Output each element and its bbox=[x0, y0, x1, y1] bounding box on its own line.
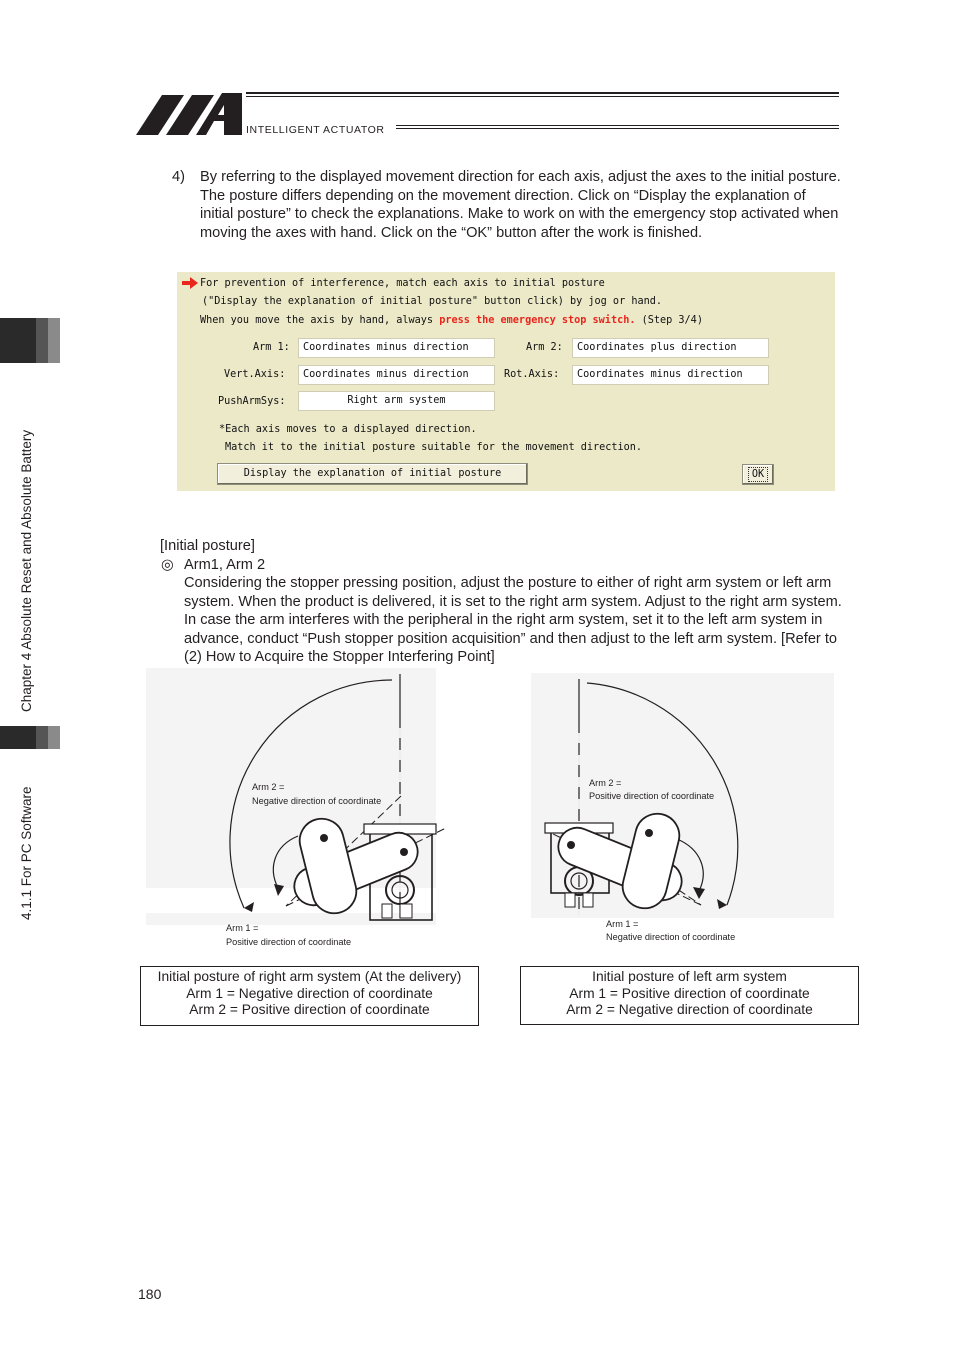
right-arm2-label-1: Arm 2 = bbox=[589, 778, 622, 788]
page-number: 180 bbox=[138, 1286, 162, 1302]
left-arm2-label-2: Negative direction of coordinate bbox=[252, 796, 382, 806]
chapter-label: Chapter 4 Absolute Reset and Absolute Battery bbox=[19, 429, 34, 712]
dialog-instruction-3-prefix: When you move the axis by hand, always bbox=[200, 315, 440, 326]
dialog-instruction-3 bbox=[200, 315, 703, 326]
header-rule-top bbox=[246, 92, 839, 94]
rot-axis-direction-field: Coordinates minus direction bbox=[572, 365, 769, 385]
left-arm-system-caption bbox=[520, 966, 859, 1025]
left-arm1-label-2: Positive direction of coordinate bbox=[226, 937, 352, 947]
dialog-note-1: *Each axis moves to a displayed direction. bbox=[219, 424, 477, 435]
section-tab-marker bbox=[0, 726, 60, 749]
step-number: 4) bbox=[172, 169, 185, 185]
arm2-label: Arm 2: bbox=[526, 342, 563, 353]
emergency-stop-warning: press the emergency stop switch. bbox=[439, 315, 636, 326]
ok-button-label: OK bbox=[748, 467, 768, 482]
bullet-title: Arm1, Arm 2 bbox=[184, 557, 266, 573]
right-caption-line-3: Arm 2 = Negative direction of coordinate bbox=[566, 1002, 813, 1017]
dialog-step-indicator: (Step 3/4) bbox=[635, 315, 703, 326]
push-arm-sys-field: Right arm system bbox=[298, 391, 495, 411]
right-caption-line-1: Initial posture of left arm system bbox=[592, 969, 787, 984]
right-arm2-label-2: Positive direction of coordinate bbox=[589, 791, 715, 801]
rot-axis-label: Rot.Axis: bbox=[504, 369, 560, 380]
right-arm1-label-1: Arm 1 = bbox=[606, 919, 639, 929]
arrow-right-icon bbox=[182, 277, 198, 289]
right-arm-system-caption bbox=[140, 966, 479, 1026]
initial-posture-text: Considering the stopper pressing position, adjust the posture to either of right arm system or left arm system. When the product is delivered, it is set to the right arm system. Adjust to the right arm system. In case the arm interferes with the peripheral in the right arm system, set it to the left arm system in advance, conduct “Push stopper position acquisition” and then adjust to the left arm system. [Refer to (2) How to Acquire the Stopper Interfering Point] bbox=[184, 575, 842, 665]
ok-button[interactable] bbox=[742, 464, 774, 485]
header-rule-bottom-2 bbox=[396, 128, 839, 129]
bullet-icon: ◎ bbox=[161, 557, 174, 573]
dialog-instruction-2: ("Display the explanation of initial posture" button click) by jog or hand. bbox=[202, 296, 663, 307]
header-rule-top-thin bbox=[246, 96, 839, 97]
section-label: 4.1.1 For PC Software bbox=[19, 786, 34, 920]
dialog-note-2: Match it to the initial posture suitable for the movement direction. bbox=[225, 442, 643, 453]
left-arm1-label-1: Arm 1 = bbox=[226, 923, 259, 933]
step-text: By referring to the displayed movement direction for each axis, adjust the axes to the initial posture. The posture differs depending on the movement direction. Click on “Display the explanation of initial posture” to check the explanations. Make to work on with the emergency stop activated when moving the axes with hand. Click on the “OK” button after the work is finished. bbox=[200, 169, 841, 241]
right-arm1-label-2: Negative direction of coordinate bbox=[606, 932, 736, 942]
initial-posture-dialog bbox=[177, 272, 835, 491]
display-explanation-button[interactable]: Display the explanation of initial posture bbox=[217, 463, 528, 485]
left-caption-line-3: Arm 2 = Positive direction of coordinate bbox=[189, 1002, 430, 1017]
header-rule-bottom bbox=[396, 125, 839, 126]
arm1-direction-field: Coordinates minus direction bbox=[298, 338, 495, 358]
left-caption-line-2: Arm 1 = Negative direction of coordinate bbox=[186, 985, 433, 1001]
vert-axis-label: Vert.Axis: bbox=[224, 369, 286, 380]
logo-text: INTELLIGENT ACTUATOR bbox=[246, 124, 385, 136]
initial-posture-heading: [Initial posture] bbox=[160, 538, 255, 554]
chapter-tab-marker bbox=[0, 318, 60, 363]
push-arm-sys-label: PushArmSys: bbox=[218, 396, 286, 407]
right-caption-line-2: Arm 1 = Positive direction of coordinate bbox=[569, 985, 810, 1001]
left-caption-line-1: Initial posture of right arm system (At the delivery) bbox=[157, 969, 462, 984]
iai-logo bbox=[136, 91, 246, 137]
arm2-direction-field: Coordinates plus direction bbox=[572, 338, 769, 358]
vert-axis-direction-field: Coordinates minus direction bbox=[298, 365, 495, 385]
left-arm2-label-1: Arm 2 = bbox=[252, 782, 285, 792]
arm1-label: Arm 1: bbox=[253, 342, 290, 353]
dialog-instruction-1: For prevention of interference, match each axis to initial posture bbox=[200, 278, 605, 289]
